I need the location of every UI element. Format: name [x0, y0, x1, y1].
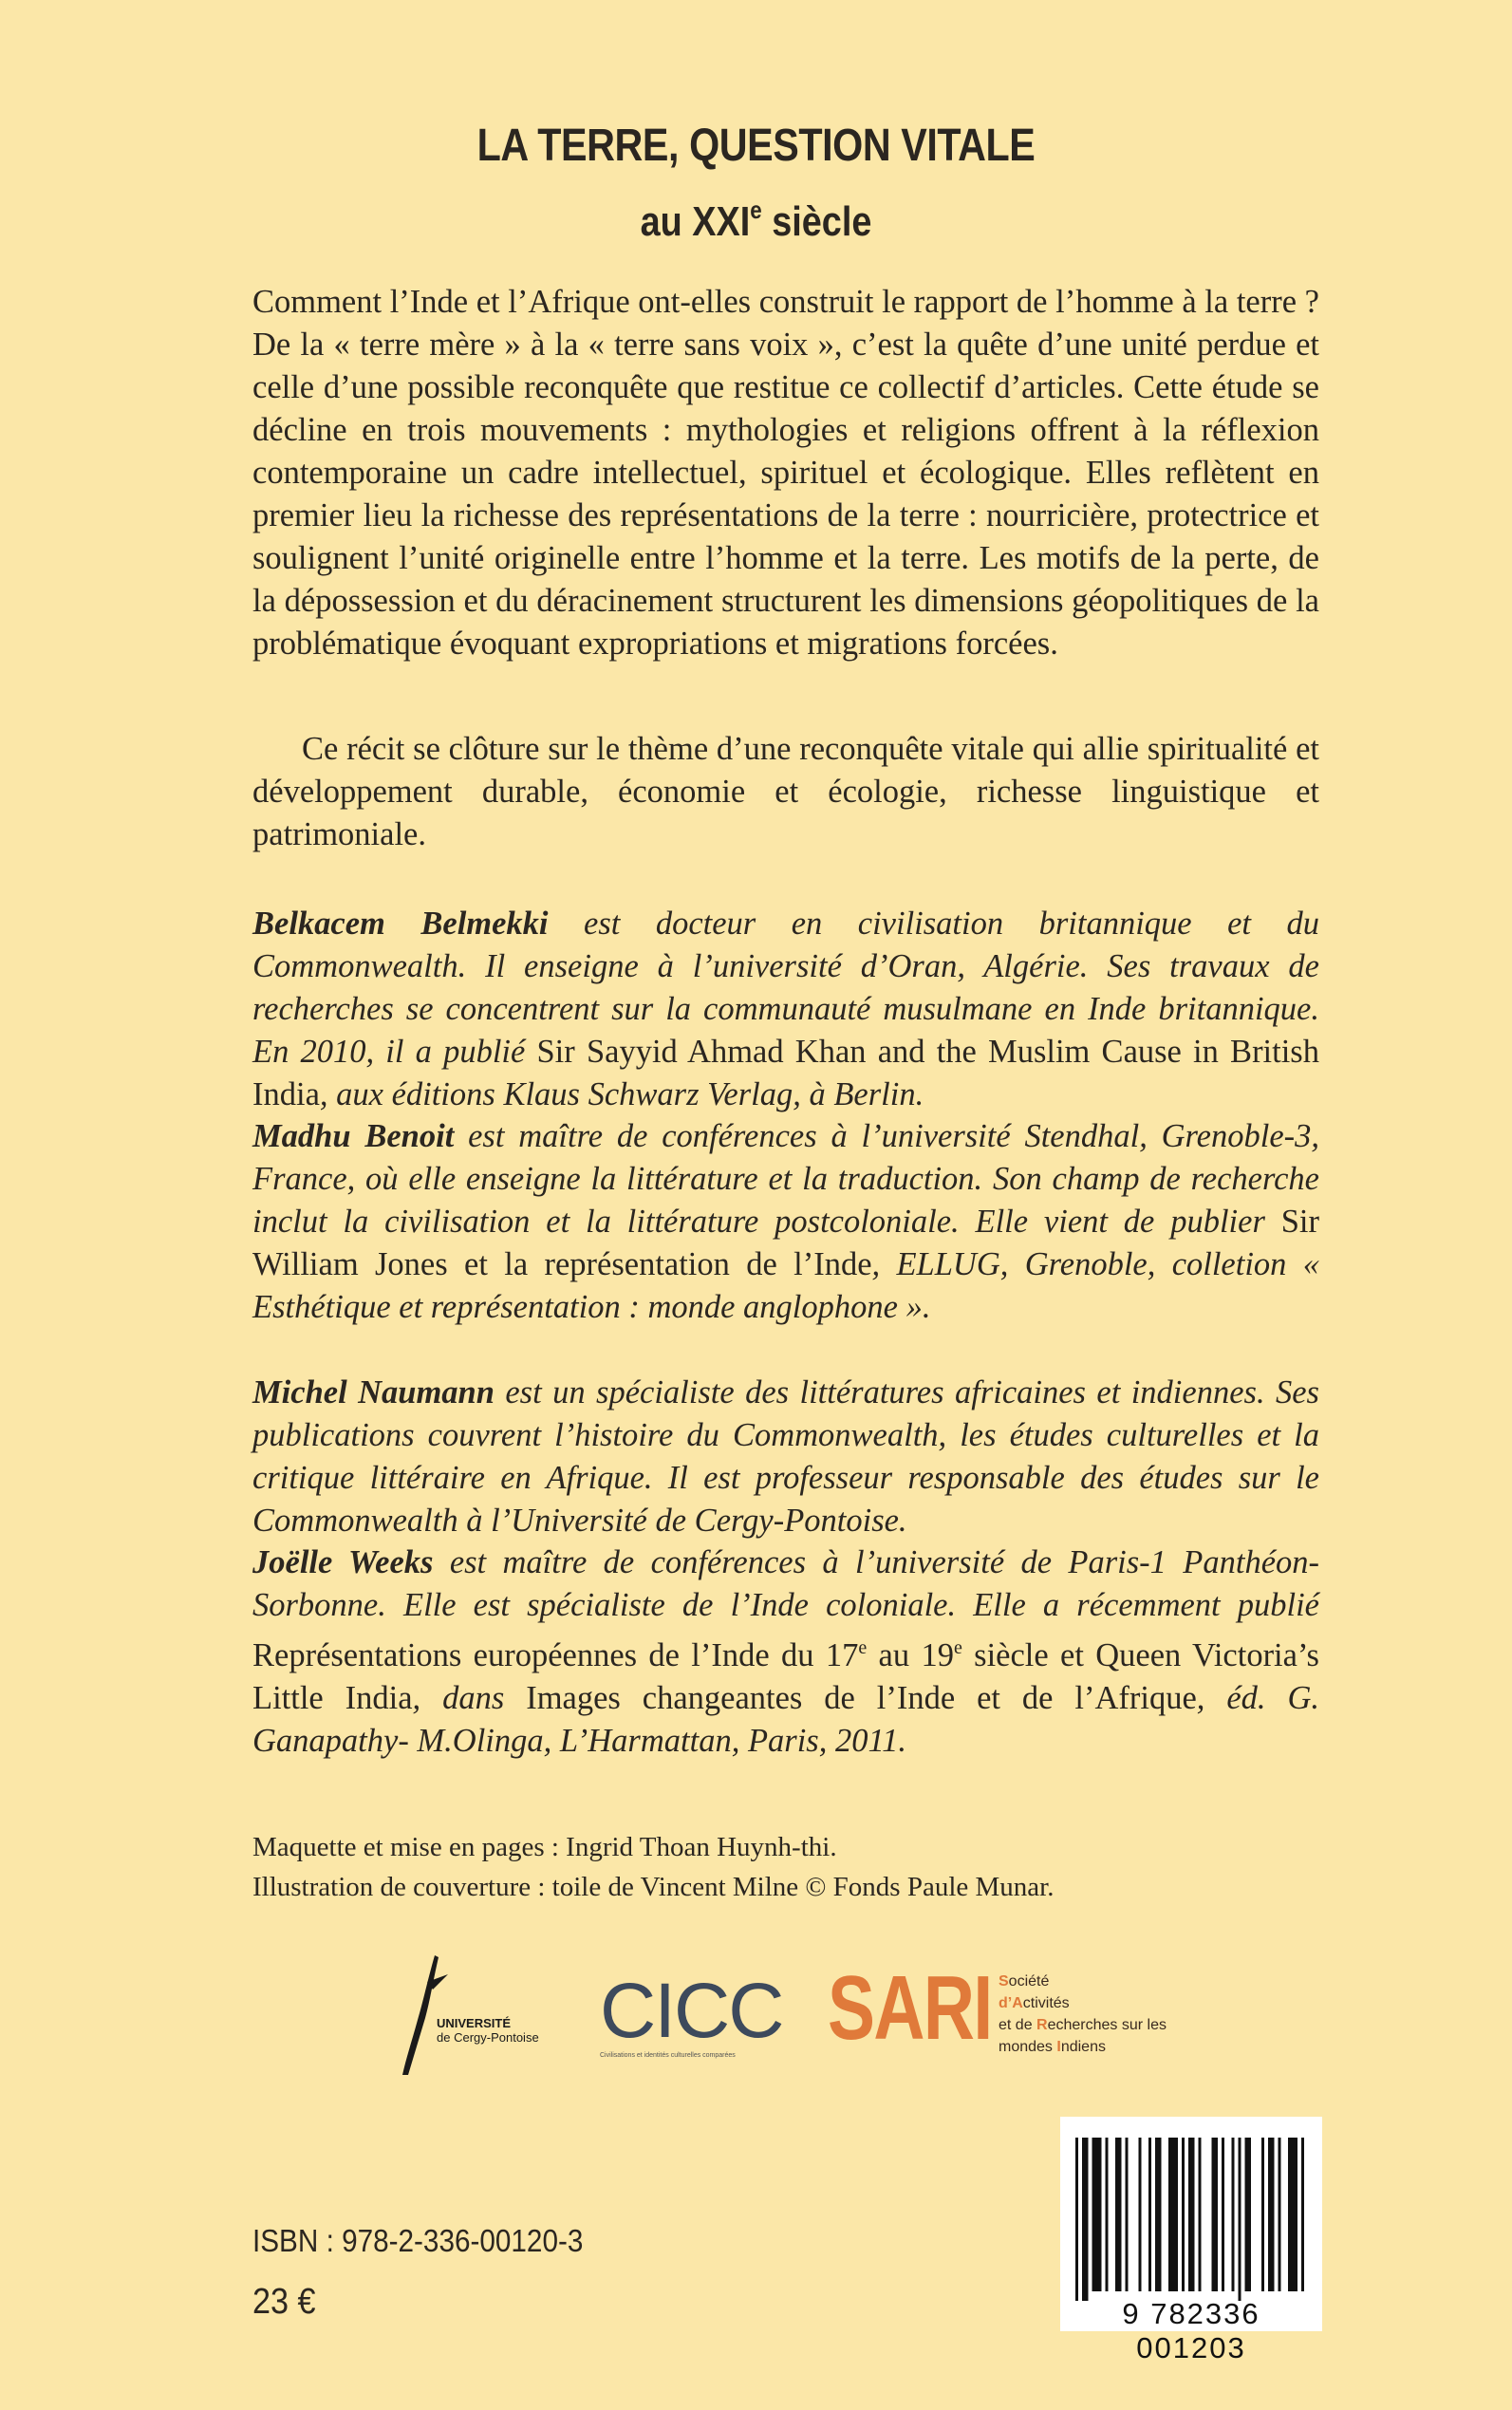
barcode-number: 9 782336 001203	[1122, 2297, 1260, 2364]
bio-weeks: Joëlle Weeks est maître de conférences à l’université de Paris-1 Panthéon-Sorbonne. Elle est spécialiste de l’Inde coloniale. Elle a récemment publié Représentations européennes de l’Inde du 17e au 19e siècle et Queen Victoria’s Little India, dans Images changeantes de l’Inde et de l’Afrique, éd. G. Ganapathy- M.Olinga, L’Harmattan, Paris, 2011.	[252, 1544, 1319, 1759]
summary-paragraph-1: Comment l’Inde et l’Afrique ont-elles construit le rapport de l’homme à la terre ? De la « terre mère » à la « terre sans voix », c’est la quête d’une unité perdue et celle d’une possible reconquête que restitue ce collectif d’articles. Cette étude se décline en trois mouvements : mythologies et religions offrent à la réflexion contemporaine un cadre intellectuel, spirituel et écologique. Elles reflètent en premier lieu la richesse des représentations de la terre : nourricière, protectrice et soulignent l’unité originelle entre l’homme et la terre. Les motifs de la perte, de la dépossession et du déracinement structurent les dimensions géopolitiques de la problématique évoquant expropriations et migrations forcées.	[252, 284, 1319, 662]
barcode-bar	[1115, 2138, 1122, 2291]
barcode-bar	[1199, 2138, 1202, 2291]
barcode-bar	[1148, 2138, 1151, 2291]
barcode-bar	[1222, 2138, 1224, 2291]
barcode-bar	[1139, 2138, 1142, 2291]
universite-cergy-pontoise-logo: UNIVERSITÉ de Cergy-Pontoise	[399, 1953, 569, 2077]
author-name: Joëlle Weeks	[252, 1544, 434, 1580]
book-title: LA TERRE, QUESTION VITALE	[476, 121, 1036, 171]
barcode-bar	[1239, 2138, 1241, 2301]
barcode-bar	[1261, 2138, 1264, 2291]
author-name: Belkacem Belmekki	[252, 906, 549, 942]
barcode-bar	[1301, 2138, 1304, 2291]
summary-paragraph-2: Ce récit se clôture sur le thème d’une reconquête vitale qui allie spiritualité et développement durable, économie et écologie, richesse linguistique et patrimoniale.	[252, 731, 1319, 852]
barcode-bar	[1268, 2138, 1275, 2291]
barcode-bar	[1288, 2138, 1297, 2291]
barcode-bar	[1279, 2138, 1281, 2291]
author-name: Michel Naumann	[252, 1374, 495, 1411]
barcode-bar	[1106, 2138, 1109, 2291]
layout-credit: Maquette et mise en pages : Ingrid Thoan Huynh-thi.	[252, 1832, 837, 1862]
ucp-swoosh-icon	[399, 1953, 456, 2077]
barcode-bar	[1168, 2138, 1178, 2291]
cicc-logo: CICC Civilisations et identités culturelles comparées	[600, 1968, 783, 2059]
bio-naumann: Michel Naumann est un spécialiste des littératures africaines et indiennes. Ses publications couvrent l’histoire du Commonwealth, les études culturelles et la critique littéraire en Afrique. Il est professeur responsable des études sur le Commonwealth à l’Université de Cergy-Pontoise.	[252, 1374, 1319, 1539]
barcode-bar	[1126, 2138, 1129, 2291]
barcode-bar	[1232, 2138, 1235, 2291]
barcode-bar	[1182, 2138, 1185, 2291]
isbn: ISBN : 978-2-336-00120-3	[252, 2223, 584, 2258]
cover-credit: Illustration de couverture : toile de Vincent Milne © Fonds Paule Munar.	[252, 1872, 1055, 1902]
book-subtitle: au XXIe siècle	[640, 196, 872, 245]
bio-benoit: Madhu Benoit est maître de conférences à l’université Stendhal, Grenoble-3, France, où elle enseigne la littérature et la traduction. Son champ de recherche inclut la civilisation et la littérature postcoloniale. Elle vient de publier Sir William Jones et la représentation de l’Inde, ELLUG, Grenoble, colletion « Esthétique et représentation : monde anglophone ».	[252, 1118, 1320, 1325]
price: 23 €	[252, 2282, 316, 2322]
barcode-bar	[1092, 2138, 1102, 2291]
barcode-bar	[1188, 2138, 1195, 2291]
barcode-bar	[1075, 2138, 1078, 2301]
bio-belmekki: Belkacem Belmekki est docteur en civilisation britannique et du Commonwealth. Il enseigne à l’université d’Oran, Algérie. Ses travaux de recherches se concentrent sur la communauté musulmane en Inde britannique. En 2010, il a publié Sir Sayyid Ahmad Khan and the Muslim Cause in British India, aux éditions Klaus Schwarz Verlag, à Berlin.	[252, 906, 1319, 1112]
author-name: Madhu Benoit	[252, 1118, 455, 1154]
sari-logo: SARI Société d’Activités et de Recherches sur les mondes Indiens	[828, 1957, 1167, 2059]
barcode-bar	[1155, 2138, 1162, 2291]
credits	[252, 1827, 1319, 1907]
barcode-bar	[1245, 2138, 1252, 2291]
barcode-bar	[1082, 2138, 1089, 2301]
barcode-bar	[1212, 2138, 1219, 2291]
